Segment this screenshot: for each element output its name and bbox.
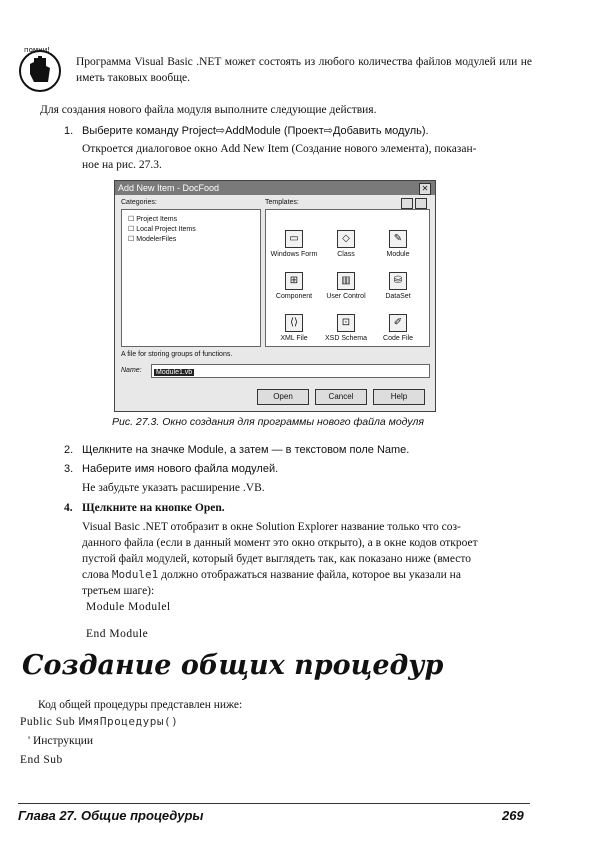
code-comment-line: ' Инструкции [28,735,94,747]
section-heading: Создание общих процедур [22,650,444,681]
figure-caption: Рис. 27.3. Окно создания для программы нового файла модуля [112,416,425,428]
step4-number: 4. [64,502,73,514]
step3-number: 3. [64,463,74,475]
tree-item[interactable]: ☐ Local Project Items [128,226,196,233]
note-icon [16,44,66,94]
template-windows-form[interactable]: ▭ Windows Form [268,230,320,258]
templates-label: Templates: [265,199,299,206]
page-number: 269 [502,808,524,823]
step4-line3: пустой файл модулей, который будет выглядеть так, как показано ниже (вместо [82,553,471,565]
step1-text: Выберите команду Project⇨AddModule (Проект⇨Добавить модуль). [82,125,429,137]
template-user-control[interactable]: ▥ User Control [320,272,372,300]
step2-number: 2. [64,444,74,456]
add-new-item-dialog [114,180,436,412]
name-input[interactable]: Module1.vb [151,364,430,378]
code-end-sub-line: End Sub [20,754,63,766]
template-component[interactable]: ⊞ Component [268,272,320,300]
intro-text: Для создания нового файла модуля выполните следующие действия. [40,104,377,116]
step4-text: Щелкните на кнопке Open. [82,502,225,514]
dialog-title: Add New Item - DocFood [115,181,435,195]
step3-text: Наберите имя нового файла модулей. [82,463,279,475]
large-icons-view-icon[interactable] [401,198,413,209]
list-view-icon[interactable] [415,198,427,209]
template-description: A file for storing groups of functions. [121,351,233,358]
step4-line2: данного файла (если в данный момент это окно открыто), а в окне кодов откроет [82,537,478,549]
step4-line4: слова Module1 должно отображаться название файла, которое вы указали на [82,568,461,581]
template-class[interactable]: ◇ Class [320,230,372,258]
templates-list[interactable] [265,209,430,347]
inline-code-module1: Module1 [111,568,159,581]
template-dataset[interactable]: ⛁ DataSet [372,272,424,300]
categories-tree[interactable] [121,209,261,347]
footer-rule [18,803,530,804]
code-public-sub-line: Public Sub ИмяПроцедуры() [20,715,179,728]
step1-paragraph-line1: Откроется диалоговое окно Add New Item (Создание нового элемента), показан- [82,143,477,155]
template-xsd-schema[interactable]: ⊡ XSD Schema [320,314,372,342]
open-button[interactable]: Open [257,389,309,405]
tree-item[interactable]: ☐ Project Items [128,216,178,223]
step4-line5: третьем шаге): [82,585,155,597]
step1-paragraph-line2: ное на рис. 27.3. [82,159,162,171]
note-badge: помни! [24,46,51,54]
step4-line1: Visual Basic .NET отобразит в окне Solution Explorer название только что соз- [82,521,461,533]
cancel-button[interactable]: Cancel [315,389,367,405]
help-button[interactable]: Help [373,389,425,405]
close-icon[interactable]: ✕ [419,183,431,195]
template-module[interactable]: ✎ Module [372,230,424,258]
footer-chapter: Глава 27. Общие процедуры [18,808,204,823]
template-xml-file[interactable]: ⟨⟩ XML File [268,314,320,342]
section-paragraph: Код общей процедуры представлен ниже: [38,699,243,711]
code-end-module-line: End Module [86,628,149,640]
code-module-line: Module Modulel [86,601,171,613]
tree-item[interactable]: ☐ ModelerFiles [128,236,177,243]
step1-number: 1. [64,125,74,137]
template-code-file[interactable]: ✐ Code File [372,314,424,342]
note-text: Программа Visual Basic .NET может состоять из любого количества файлов модулей или не иметь таковых вообще. [76,56,532,84]
step3-subtext: Не забудьте указать расширение .VB. [82,482,265,494]
name-label: Name: [121,367,142,374]
step2-text: Щелкните на значке Module, а затем — в текстовом поле Name. [82,444,410,456]
categories-label: Categories: [121,199,157,206]
